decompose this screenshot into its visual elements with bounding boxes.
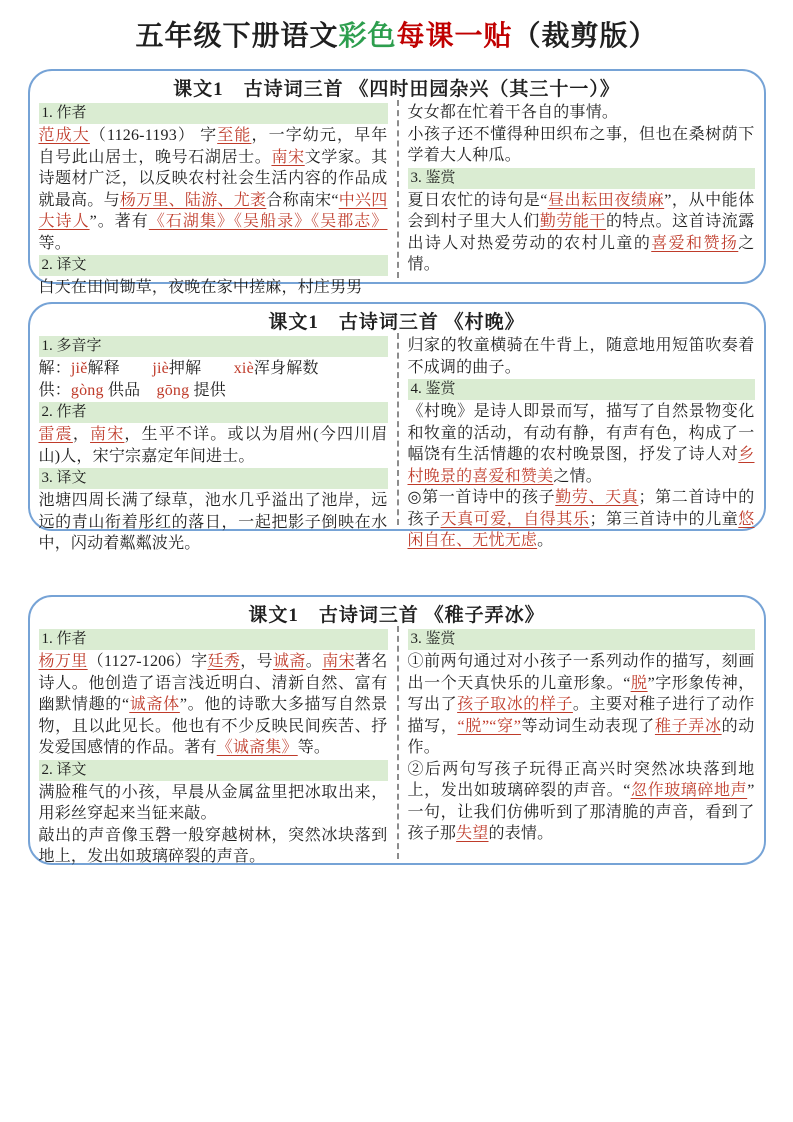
cards-container — [28, 69, 766, 865]
paragraph — [39, 125, 388, 254]
text-run: ”。著有 — [89, 213, 149, 230]
text-run: ，号 — [240, 653, 274, 670]
text-run: 提供 — [189, 381, 226, 399]
highlighted-text-run: gōng — [156, 381, 190, 399]
highlighted-text-run: 廷秀 — [207, 653, 241, 670]
text-run: ◎第一首诗中的孩子 — [407, 489, 556, 506]
highlighted-text-run: 《石湖集》《吴船录》《吴郡志》 — [148, 213, 388, 230]
page-title-segment: 彩色 — [338, 21, 397, 52]
highlighted-text-run: 稚子弄冰 — [654, 717, 722, 735]
paragraph — [39, 782, 388, 825]
section-header: 3. 译文 — [39, 468, 388, 489]
highlighted-text-run: jiě — [70, 360, 88, 377]
section-header: 2. 作者 — [39, 402, 388, 423]
paragraph — [408, 487, 755, 552]
card-title: 课文1 古诗词三首 《四时田园杂兴（其三十一）》 — [173, 79, 620, 100]
paragraph — [39, 380, 388, 402]
card-title: 课文1 古诗词三首 《稚子弄冰》 — [248, 605, 545, 626]
lesson-card — [28, 595, 766, 865]
column-right — [397, 628, 755, 845]
text-run: 著名诗人。他创造了语言浅近明白、清新自然、富有幽默情趣的“ — [38, 653, 388, 713]
highlighted-text-run: 喜爱和赞扬 — [651, 234, 739, 252]
text-run: ”一句，让我们仿佛听到了那清脆的声音，看到了孩子那 — [407, 782, 755, 842]
column-divider — [397, 333, 399, 525]
text-run: （1126-1193） 字 — [89, 127, 218, 144]
highlighted-text-run: 勤劳能干 — [539, 213, 606, 230]
column-left — [39, 335, 397, 555]
card-title: 课文1 古诗词三首 《村晚》 — [268, 312, 525, 333]
text-run: ”字形象传神，写出了 — [407, 674, 755, 713]
highlighted-text-run: “脱”“穿” — [457, 717, 522, 735]
paragraph — [39, 825, 388, 868]
text-run: 之情。 — [407, 234, 755, 273]
text-run: ”，从中能体会到村子里大人们 — [407, 191, 755, 230]
highlighted-text-run: 天真可爱，自得其乐 — [440, 510, 590, 528]
text-run: （1127-1206）字 — [87, 653, 208, 670]
highlighted-text-run: 昼出耘田夜绩麻 — [547, 191, 665, 209]
highlighted-text-run: 诚斋体 — [129, 696, 180, 713]
page-title — [0, 0, 793, 58]
section-header: 1. 作者 — [39, 629, 388, 650]
column-divider — [397, 626, 399, 859]
highlighted-text-run: 诚斋 — [273, 653, 306, 670]
highlighted-text-run: 乡村晚景的喜爱和赞美 — [407, 446, 755, 485]
text-run: 等。 — [38, 234, 71, 252]
paragraph — [39, 358, 388, 380]
highlighted-text-run: 南宋 — [90, 426, 125, 443]
section-header: 3. 鉴赏 — [408, 168, 755, 189]
highlighted-text-run: 至能 — [217, 127, 252, 144]
paragraph — [408, 401, 755, 487]
highlighted-text-run: xiè — [233, 360, 254, 377]
text-run: 的表情。 — [488, 825, 554, 842]
section-header: 3. 鉴赏 — [408, 629, 755, 650]
paragraph — [408, 102, 755, 124]
paragraph — [408, 651, 755, 759]
text-run: 《村晚》是诗人即景而写，描写了自然景物变化和牧童的活动，有动有静，有声有色，构成了一幅饶有生活情趣的农村晚景图，抒发了诗人对 — [407, 403, 755, 463]
text-run: 等。 — [297, 739, 331, 756]
section-header: 2. 译文 — [39, 255, 388, 276]
paragraph — [408, 190, 755, 276]
lesson-card — [28, 69, 766, 296]
paragraph — [39, 277, 388, 299]
text-run: 白天在田间锄草，夜晚在家中搓麻，村庄男男 — [38, 279, 363, 296]
text-run: 。主要对稚子进行了动作描写， — [407, 696, 755, 735]
highlighted-text-run: 杨万里、陆游、尤袤 — [119, 191, 267, 209]
column-left — [39, 102, 397, 299]
text-run: 小孩子还不懂得种田织布之事，但也在桑树荫下学着大人种瓜。 — [407, 125, 755, 164]
highlighted-text-run: 忽作玻璃碎地声 — [630, 782, 748, 799]
highlighted-text-run: 雷震 — [38, 426, 73, 443]
highlighted-text-run: 《诚斋集》 — [216, 739, 298, 756]
text-run: ；第三首诗中的儿童 — [589, 510, 739, 528]
paragraph — [39, 490, 388, 555]
text-run: 供： — [38, 381, 71, 399]
text-run: ，一字幼元，早年自号此山居士，晚号石湖居士。 — [38, 127, 388, 166]
text-run: 之情。 — [553, 467, 602, 485]
text-run: 浑身解数 — [253, 360, 319, 377]
paragraph — [408, 759, 755, 845]
text-run: ，生平不详。或以为眉州(今四川眉山)人，宋宁宗嘉定年间进士。 — [38, 426, 388, 465]
text-run: 夏日农忙的诗句是“ — [407, 191, 548, 209]
text-run: 女女都在忙着干各自的事情。 — [407, 104, 619, 121]
section-header: 1. 作者 — [39, 103, 388, 124]
section-header: 1. 多音字 — [39, 336, 388, 357]
text-run: ；第二首诗中的孩子 — [407, 489, 755, 528]
highlighted-text-run: 勤劳、天真 — [555, 489, 639, 506]
text-run: 供品 — [103, 381, 157, 399]
text-run: 合称南宋“ — [266, 191, 339, 209]
text-run: 敲出的声音像玉磬一般穿越树林，突然冰块落到地上，发出如玻璃碎裂的声音。 — [38, 826, 388, 865]
highlighted-text-run: gòng — [70, 381, 104, 399]
highlighted-text-run: 失望 — [456, 825, 489, 842]
text-run: ②后两句写孩子玩得正高兴时突然冰块落到地上，发出如玻璃碎裂的声音。“ — [407, 760, 755, 799]
text-run: 的特点。这首诗流露出诗人对热爱劳动的农村儿童的 — [407, 213, 755, 252]
column-divider — [397, 100, 399, 278]
column-right — [397, 102, 755, 276]
page-title-segment: （裁剪版） — [512, 21, 658, 52]
text-run: 解： — [38, 360, 71, 377]
paragraph — [408, 124, 755, 167]
text-run: 。 — [305, 653, 323, 670]
highlighted-text-run: 南宋 — [271, 148, 305, 166]
text-run: 的动作。 — [407, 717, 755, 756]
text-run: 满脸稚气的小孩，早晨从金属盆里把冰取出来，用彩丝穿起来当钲来敲。 — [38, 783, 388, 822]
text-run: 等动词生动表现了 — [521, 717, 655, 735]
highlighted-text-run: 孩子取冰的样子 — [457, 696, 573, 713]
highlighted-text-run: 中兴四大诗人 — [38, 191, 388, 230]
section-header: 2. 译文 — [39, 760, 388, 781]
highlighted-text-run: jiè — [152, 360, 169, 377]
text-run: ”。他的诗歌大多描写自然景物，且以此见长。他也有不少反映民间疾苦、抒发爱国感情的作品。著有 — [38, 696, 388, 756]
paragraph — [408, 335, 755, 378]
text-run: 文学家。其诗题材广泛，以反映农村社会生活内容的作品成就最高。与 — [38, 148, 388, 209]
highlighted-text-run: 南宋 — [322, 653, 355, 670]
paragraph — [39, 651, 388, 759]
lesson-card — [28, 302, 766, 552]
highlighted-text-run: 杨万里 — [38, 653, 88, 670]
text-run: ， — [72, 426, 91, 443]
page-title-segment: 五年级下册语文 — [135, 21, 339, 52]
column-left — [39, 628, 397, 868]
page-title-segment: 每课一贴 — [396, 21, 513, 52]
column-right — [397, 335, 755, 552]
highlighted-text-run: 悠闲自在、无忧无虑 — [407, 510, 755, 549]
text-run: 押解 — [168, 360, 234, 377]
text-run: 。 — [537, 532, 554, 549]
text-run: 归家的牧童横骑在牛背上，随意地用短笛吹奏着不成调的曲子。 — [407, 337, 755, 376]
text-run: ①前两句通过对小孩子一系列动作的描写，刻画出一个天真快乐的儿童形象。“ — [407, 653, 755, 692]
paragraph — [39, 424, 388, 467]
section-header: 4. 鉴赏 — [408, 379, 755, 400]
text-run: 解释 — [87, 360, 153, 377]
text-run: 池塘四周长满了绿草，池水几乎溢出了池岸，远远的青山衔着彤红的落日，一起把影子倒映在水中，闪动着粼粼波光。 — [38, 492, 388, 552]
highlighted-text-run: 范成大 — [38, 127, 90, 144]
highlighted-text-run: 脱 — [630, 674, 648, 692]
